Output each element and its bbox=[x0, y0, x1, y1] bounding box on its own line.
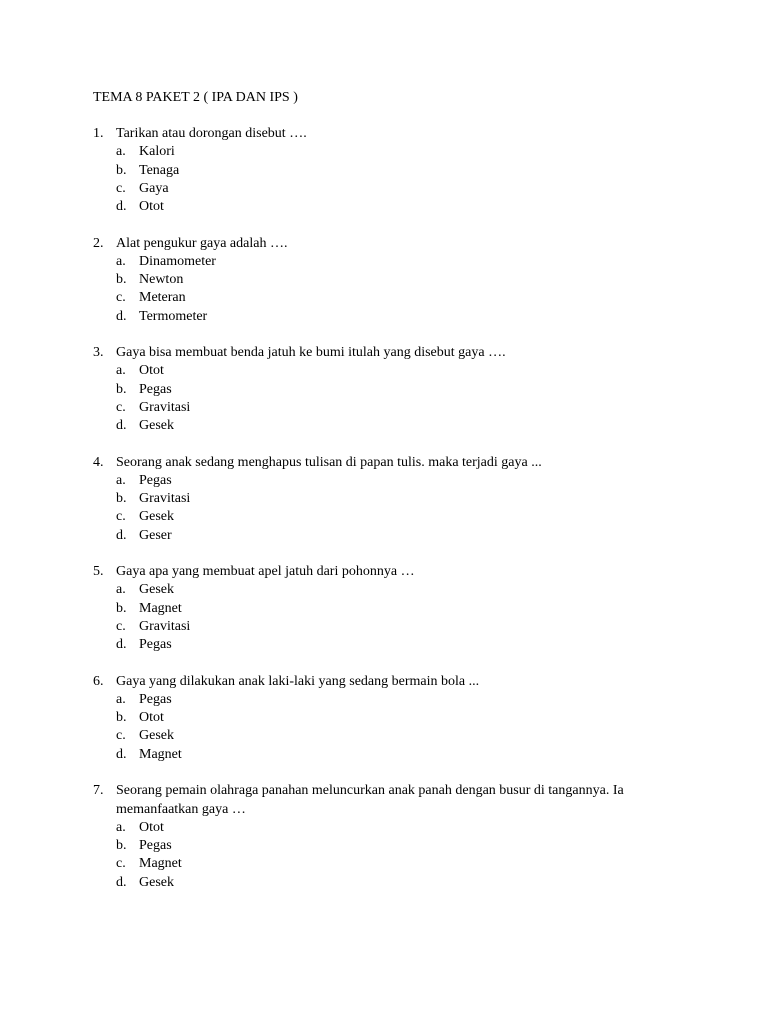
option-letter: d. bbox=[116, 418, 127, 434]
question-text: Alat pengukur gaya adalah …. bbox=[116, 235, 288, 251]
option-text: Gesek bbox=[139, 418, 174, 434]
answer-option bbox=[116, 143, 768, 161]
answer-option bbox=[116, 819, 768, 837]
option-letter: b. bbox=[116, 600, 127, 616]
answer-options bbox=[93, 253, 768, 326]
answer-option bbox=[116, 727, 768, 745]
document-title: TEMA 8 PAKET 2 ( IPA DAN IPS ) bbox=[93, 90, 298, 105]
option-text: Gaya bbox=[139, 180, 169, 196]
answer-option bbox=[116, 837, 768, 855]
option-letter: b. bbox=[116, 838, 127, 854]
option-letter: d. bbox=[116, 527, 127, 543]
answer-option bbox=[116, 253, 768, 271]
question-number: 5. bbox=[93, 564, 104, 580]
question-text: Gaya yang dilakukan anak laki-laki yang sedang bermain bola ... bbox=[116, 673, 480, 689]
option-text: Otot bbox=[139, 199, 164, 214]
option-text: Pegas bbox=[139, 472, 172, 488]
question-item bbox=[93, 563, 768, 654]
answer-option bbox=[116, 874, 768, 892]
option-text: Gesek bbox=[139, 582, 174, 598]
option-letter: a. bbox=[116, 253, 126, 269]
question-number: 1. bbox=[93, 126, 104, 141]
question-text: Seorang pemain olahraga panahan meluncurkan anak panah dengan busur di tangannya. Ia memanfaatkan gaya … bbox=[116, 783, 624, 817]
question-text: Tarikan atau dorongan disebut …. bbox=[116, 126, 307, 141]
answer-option bbox=[116, 362, 768, 380]
answer-options bbox=[93, 362, 768, 435]
option-letter: a. bbox=[116, 144, 126, 160]
option-letter: c. bbox=[116, 509, 126, 525]
answer-option bbox=[116, 709, 768, 727]
option-letter: c. bbox=[116, 290, 126, 306]
option-text: Pegas bbox=[139, 381, 172, 397]
option-letter: d. bbox=[116, 746, 127, 762]
answer-option bbox=[116, 198, 768, 216]
question-number: 3. bbox=[93, 345, 104, 361]
option-text: Geser bbox=[139, 527, 172, 543]
answer-option bbox=[116, 289, 768, 307]
option-letter: b. bbox=[116, 162, 127, 178]
answer-options bbox=[93, 143, 768, 216]
answer-option bbox=[116, 381, 768, 399]
answer-option bbox=[116, 636, 768, 654]
option-letter: a. bbox=[116, 363, 126, 379]
option-text: Pegas bbox=[139, 637, 172, 653]
answer-option bbox=[116, 162, 768, 180]
question-list bbox=[93, 125, 768, 892]
question-text: Gaya apa yang membuat apel jatuh dari pohonnya … bbox=[116, 564, 415, 580]
answer-option bbox=[116, 308, 768, 326]
option-letter: a. bbox=[116, 582, 126, 598]
option-letter: a. bbox=[116, 819, 126, 835]
question-line bbox=[93, 563, 768, 581]
question-item bbox=[93, 454, 768, 545]
option-text: Dinamometer bbox=[139, 253, 216, 269]
option-text: Gesek bbox=[139, 509, 174, 525]
option-letter: d. bbox=[116, 637, 127, 653]
option-letter: b. bbox=[116, 272, 127, 288]
option-letter: b. bbox=[116, 491, 127, 507]
option-letter: c. bbox=[116, 856, 126, 872]
answer-option bbox=[116, 855, 768, 873]
option-text: Otot bbox=[139, 710, 164, 726]
question-number: 4. bbox=[93, 454, 104, 470]
answer-option bbox=[116, 417, 768, 435]
answer-options bbox=[93, 581, 768, 654]
question-number: 7. bbox=[93, 783, 104, 799]
answer-option bbox=[116, 271, 768, 289]
option-letter: b. bbox=[116, 381, 127, 397]
option-text: Magnet bbox=[139, 600, 182, 616]
option-letter: c. bbox=[116, 399, 126, 415]
option-text: Pegas bbox=[139, 838, 172, 854]
question-line bbox=[93, 235, 768, 253]
option-letter: c. bbox=[116, 728, 126, 744]
option-text: Otot bbox=[139, 819, 164, 835]
option-text: Termometer bbox=[139, 308, 208, 324]
option-letter: b. bbox=[116, 710, 127, 726]
option-letter: c. bbox=[116, 618, 126, 634]
question-item bbox=[93, 673, 768, 764]
option-text: Tenaga bbox=[139, 162, 180, 178]
question-item bbox=[93, 235, 768, 326]
answer-options bbox=[93, 691, 768, 764]
answer-option bbox=[116, 472, 768, 490]
answer-option bbox=[116, 600, 768, 618]
option-letter: a. bbox=[116, 472, 126, 488]
option-letter: c. bbox=[116, 180, 126, 196]
option-text: Meteran bbox=[139, 290, 186, 306]
question-line bbox=[93, 782, 768, 819]
option-letter: d. bbox=[116, 199, 127, 214]
answer-option bbox=[116, 399, 768, 417]
option-text: Gesek bbox=[139, 874, 174, 890]
question-line bbox=[93, 673, 768, 691]
question-line bbox=[93, 125, 768, 143]
question-line bbox=[93, 344, 768, 362]
option-letter: a. bbox=[116, 691, 126, 707]
question-line bbox=[93, 454, 768, 472]
question-item bbox=[93, 125, 768, 216]
question-number: 2. bbox=[93, 235, 104, 251]
answer-option bbox=[116, 581, 768, 599]
option-text: Gravitasi bbox=[139, 491, 191, 507]
answer-option bbox=[116, 691, 768, 709]
option-text: Otot bbox=[139, 363, 164, 379]
answer-option bbox=[116, 618, 768, 636]
option-text: Magnet bbox=[139, 856, 182, 872]
option-text: Magnet bbox=[139, 746, 182, 762]
answer-option bbox=[116, 508, 768, 526]
question-text: Gaya bisa membuat benda jatuh ke bumi itulah yang disebut gaya …. bbox=[116, 345, 506, 361]
option-letter: d. bbox=[116, 874, 127, 890]
option-text: Newton bbox=[139, 272, 184, 288]
answer-option bbox=[116, 490, 768, 508]
option-text: Gravitasi bbox=[139, 399, 191, 415]
answer-options bbox=[93, 472, 768, 545]
question-item bbox=[93, 344, 768, 435]
question-text: Seorang anak sedang menghapus tulisan di papan tulis. maka terjadi gaya ... bbox=[116, 454, 542, 470]
option-text: Pegas bbox=[139, 691, 172, 707]
answer-option bbox=[116, 180, 768, 198]
option-text: Kalori bbox=[139, 144, 175, 160]
question-number: 6. bbox=[93, 673, 104, 689]
question-item bbox=[93, 782, 768, 892]
option-text: Gesek bbox=[139, 728, 174, 744]
answer-option bbox=[116, 527, 768, 545]
option-text: Gravitasi bbox=[139, 618, 191, 634]
answer-options bbox=[93, 819, 768, 892]
answer-option bbox=[116, 746, 768, 764]
option-letter: d. bbox=[116, 308, 127, 324]
